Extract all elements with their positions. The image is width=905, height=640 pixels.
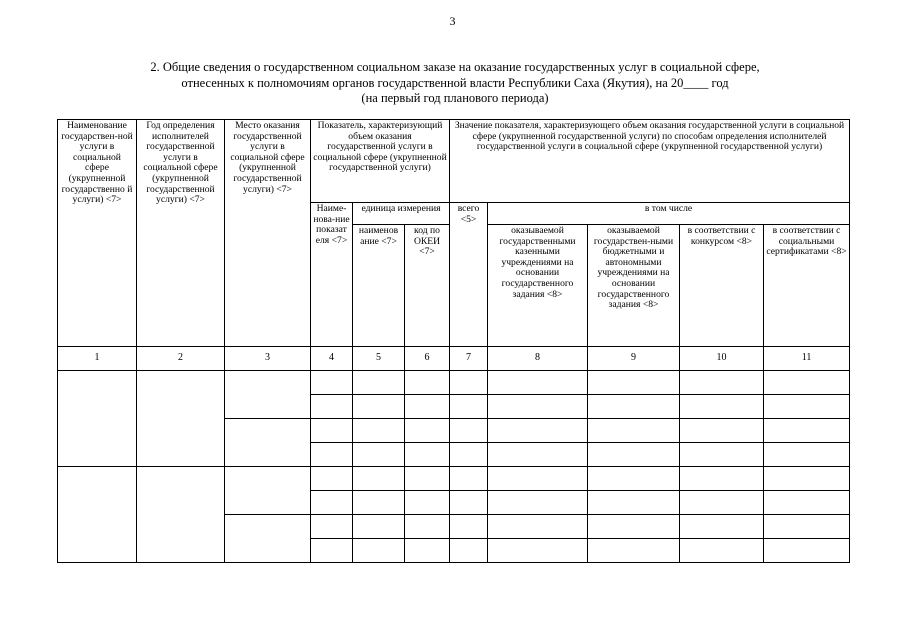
header-row-1 [58,120,850,203]
column-number: 8 [488,347,588,371]
cell-indicator-name[interactable] [311,443,353,467]
cell-competition[interactable] [680,395,764,419]
column-numbers-row [58,347,850,371]
title-line-3: (на первый год планового периода) [361,91,549,105]
header-budget-institutions: оказываемой государствен-ными бюджетными и автономными учреждениями на основании государственного задания <8> [588,225,680,347]
title-line-2: отнесенных к полномочиям органов государственной власти Республики Саха (Якутия), на 20____ год [181,75,729,90]
cell-unit-name[interactable] [353,443,405,467]
cell-total[interactable] [450,539,488,563]
cell-state-institutions[interactable] [488,467,588,491]
cell-unit-name[interactable] [353,419,405,443]
cell-indicator-name[interactable] [311,539,353,563]
cell-competition[interactable] [680,371,764,395]
cell-unit-name[interactable] [353,539,405,563]
cell-unit-name[interactable] [353,467,405,491]
cell-indicator-name[interactable] [311,467,353,491]
cell-okei-code[interactable] [405,491,450,515]
cell-budget-institutions[interactable] [588,491,680,515]
cell-certificates[interactable] [764,419,850,443]
column-number: 3 [225,347,311,371]
cell-competition[interactable] [680,539,764,563]
cell-total[interactable] [450,419,488,443]
table-row [58,371,850,395]
header-unit-group: единица измерения [353,203,450,225]
section-title [60,60,850,107]
header-place: Место оказания государственной услуги в социальной сфере (укрупненной государственной услуги) <7> [225,120,311,347]
cell-state-institutions[interactable] [488,539,588,563]
cell-budget-institutions[interactable] [588,371,680,395]
header-certificates: в соответствии с социальными сертификатами <8> [764,225,850,347]
cell-okei-code[interactable] [405,419,450,443]
cell-state-institutions[interactable] [488,371,588,395]
cell-certificates[interactable] [764,515,850,539]
header-total: всего <5> [450,203,488,347]
cell-budget-institutions[interactable] [588,539,680,563]
cell-place[interactable] [225,371,311,419]
cell-total[interactable] [450,467,488,491]
page-number: 3 [449,14,456,28]
cell-state-institutions[interactable] [488,491,588,515]
cell-state-institutions[interactable] [488,395,588,419]
cell-certificates[interactable] [764,395,850,419]
cell-competition[interactable] [680,443,764,467]
column-number: 1 [58,347,137,371]
column-number: 6 [405,347,450,371]
cell-budget-institutions[interactable] [588,443,680,467]
title-line-1: 2. Общие сведения о государственном социальном заказе на оказание государственных услуг в социальной сфере, [150,60,760,74]
column-number: 5 [353,347,405,371]
cell-place[interactable] [225,515,311,563]
column-number: 7 [450,347,488,371]
header-year: Год определения исполнителей государственной услуги в социальной сфере (укрупненной государственной услуги) <7> [137,120,225,347]
cell-indicator-name[interactable] [311,515,353,539]
cell-unit-name[interactable] [353,395,405,419]
cell-okei-code[interactable] [405,515,450,539]
cell-year[interactable] [137,371,225,467]
cell-budget-institutions[interactable] [588,467,680,491]
cell-okei-code[interactable] [405,371,450,395]
social-order-table [57,119,850,563]
cell-total[interactable] [450,515,488,539]
cell-place[interactable] [225,419,311,467]
cell-unit-name[interactable] [353,491,405,515]
column-number: 2 [137,347,225,371]
cell-total[interactable] [450,443,488,467]
header-okei-code: код по ОКЕИ <7> [405,225,450,347]
cell-indicator-name[interactable] [311,395,353,419]
header-competition: в соответствии с конкурсом <8> [680,225,764,347]
cell-competition[interactable] [680,515,764,539]
cell-certificates[interactable] [764,467,850,491]
column-number: 4 [311,347,353,371]
cell-total[interactable] [450,371,488,395]
cell-budget-institutions[interactable] [588,515,680,539]
cell-certificates[interactable] [764,539,850,563]
cell-certificates[interactable] [764,491,850,515]
cell-okei-code[interactable] [405,395,450,419]
cell-okei-code[interactable] [405,539,450,563]
column-number: 11 [764,347,850,371]
cell-indicator-name[interactable] [311,371,353,395]
cell-year[interactable] [137,467,225,563]
header-state-institutions: оказываемой государственными казенными учреждениями на основании государственного задания <8> [488,225,588,347]
cell-service-name[interactable] [58,467,137,563]
cell-service-name[interactable] [58,371,137,467]
cell-unit-name[interactable] [353,371,405,395]
cell-competition[interactable] [680,467,764,491]
header-unit-name: наименов ание <7> [353,225,405,347]
table-row [58,467,850,491]
cell-okei-code[interactable] [405,467,450,491]
header-value-group: Значение показателя, характеризующего объем оказания государственной услуги в социальной сфере (укрупненной государственной услуги) по способам определения исполнителей государственной услуги в социальной сфере (укрупненной государственной услуги) [450,120,850,203]
header-indicator-group: Показатель, характеризующий объем оказания государственной услуги в социальной сфере (укрупненной государственной услуги) [311,120,450,203]
cell-state-institutions[interactable] [488,515,588,539]
cell-indicator-name[interactable] [311,419,353,443]
cell-certificates[interactable] [764,443,850,467]
cell-total[interactable] [450,395,488,419]
cell-budget-institutions[interactable] [588,419,680,443]
cell-unit-name[interactable] [353,515,405,539]
cell-state-institutions[interactable] [488,443,588,467]
cell-competition[interactable] [680,491,764,515]
header-service-name: Наименование государствен-ной услуги в социальной сфере (укрупненной государственно й услуги) <7> [58,120,137,347]
cell-total[interactable] [450,491,488,515]
cell-budget-institutions[interactable] [588,395,680,419]
cell-okei-code[interactable] [405,443,450,467]
cell-indicator-name[interactable] [311,491,353,515]
column-number: 9 [588,347,680,371]
cell-certificates[interactable] [764,371,850,395]
cell-state-institutions[interactable] [488,419,588,443]
cell-competition[interactable] [680,419,764,443]
header-including: в том числе [488,203,850,225]
column-number: 10 [680,347,764,371]
header-indicator-name: Наиме-нова-ние показат еля <7> [311,203,353,347]
cell-place[interactable] [225,467,311,515]
